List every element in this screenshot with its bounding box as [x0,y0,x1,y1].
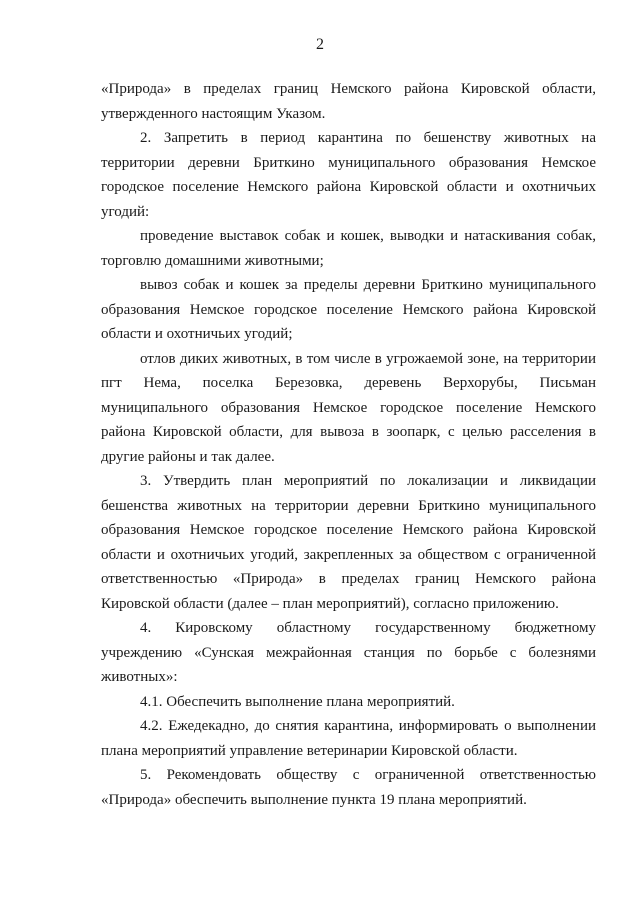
paragraph-item-3: 3. Утвердить план мероприятий по локализации и ликвидации бешенства животных на территории деревни Бриткино муниципального образования Немское городское поселение Немского района Кировской области и охотничьих угодий, закрепленных за обществом с ограниченной ответственностью «Природа» в пределах границ Немского района Кировской области (далее – план мероприятий), согласно приложению. [101,473,596,612]
paragraph-item-5: 5. Рекомендовать обществу с ограниченной ответственностью «Природа» обеспечить выполнение пункта 19 плана мероприятий. [101,767,596,808]
document-body [101,77,596,812]
paragraph-item-4: 4. Кировскому областному государственному бюджетному учреждению «Сунская межрайонная станция по борьбе с болезнями животных»: [101,620,596,685]
paragraph-subitem-export: вывоз собак и кошек за пределы деревни Бриткино муниципального образования Немское городское поселение Немского района Кировской области и охотничьих угодий; [101,277,596,342]
paragraph-item-2: 2. Запретить в период карантина по бешенству животных на территории деревни Бриткино муниципального образования Немское городское поселение Немского района Кировской области и охотничьих угодий: [101,130,596,220]
paragraph-item-4-1: 4.1. Обеспечить выполнение плана мероприятий. [140,693,455,710]
paragraph-item-4-2: 4.2. Ежедекадно, до снятия карантина, информировать о выполнении плана мероприятий управление ветеринарии Кировской области. [101,718,596,759]
paragraph-subitem-trapping: отлов диких животных, в том числе в угрожаемой зоне, на территории пгт Нема, поселка Березовка, деревень Верхорубы, Письман муниципального образования Немское городское поселение Немского района Кировской области, для вывоза в зоопарк, с целью расселения в другие районы и так далее. [101,350,596,465]
page-number: 2 [316,36,324,53]
paragraph-continuation: «Природа» в пределах границ Немского района Кировской области, утвержденного настоящим Указом. [101,81,596,122]
paragraph-subitem-exhibitions: проведение выставок собак и кошек, выводки и натаскивания собак, торговлю домашними животными; [101,228,596,269]
